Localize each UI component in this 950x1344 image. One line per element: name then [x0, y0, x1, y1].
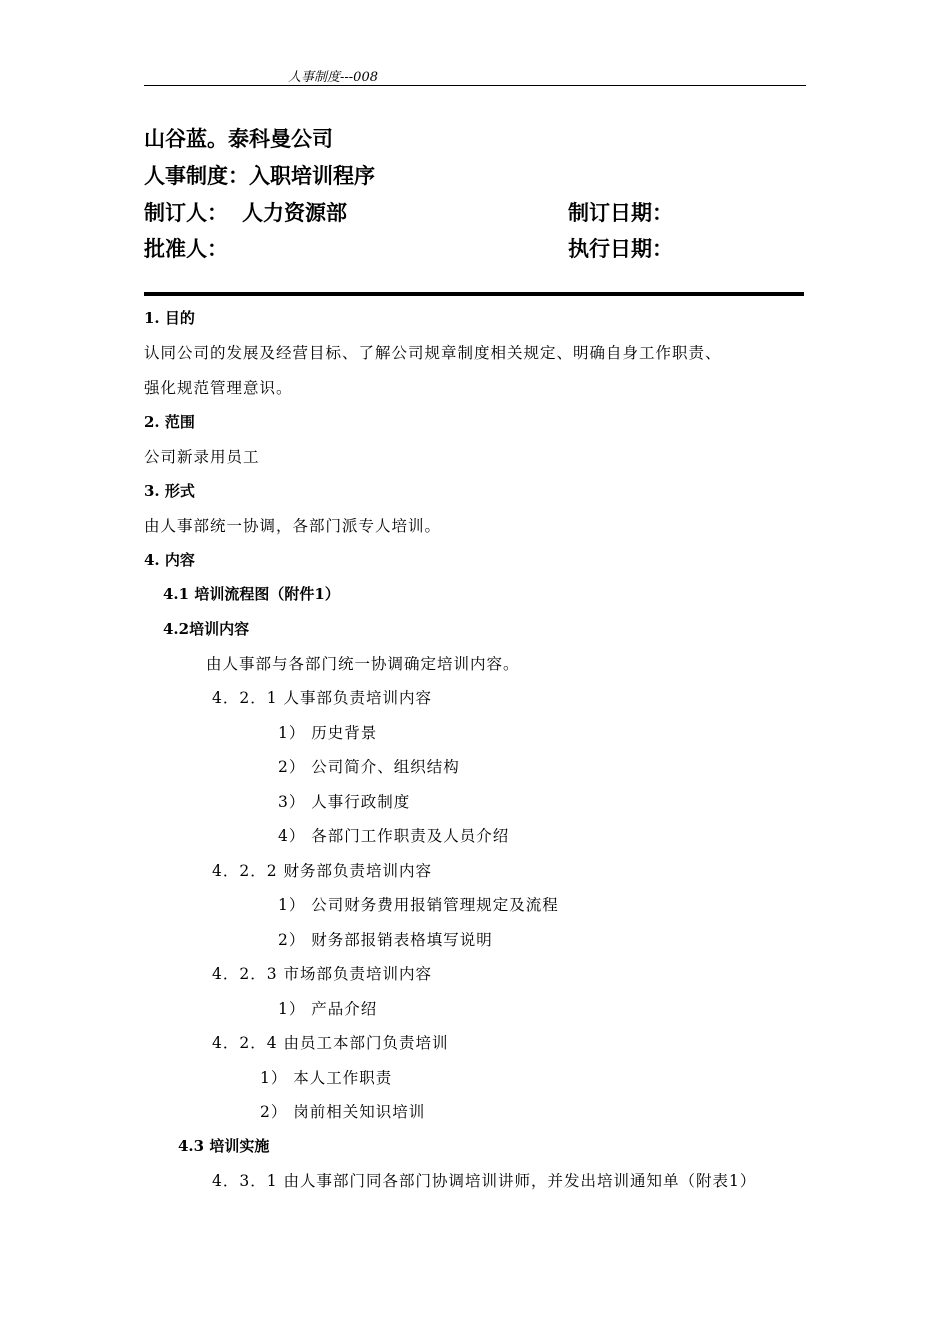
- page-header: 人事制度---008: [288, 70, 378, 85]
- section-4-2-1-title: 4．2．1 人事部负责培训内容: [212, 689, 433, 707]
- header-rule: [144, 85, 806, 86]
- section-4-2-2-title: 4．2．2 财务部负责培训内容: [212, 862, 433, 880]
- section-4-title: 4. 内容: [144, 551, 195, 569]
- date-label: 制订日期：: [568, 200, 673, 225]
- section-3-title: 3. 形式: [144, 482, 195, 500]
- approver-label: 批准人：: [144, 236, 228, 261]
- exec-date-label: 执行日期：: [568, 236, 673, 261]
- section-1-body-line1: 认同公司的发展及经营目标、了解公司规章制度相关规定、明确自身工作职责、: [144, 344, 722, 362]
- section-4-2-4-title: 4．2．4 由员工本部门负责培训: [212, 1034, 449, 1052]
- author-label: 制订人：: [144, 200, 228, 225]
- section-2-body: 公司新录用员工: [144, 448, 260, 466]
- author-value: 人力资源部: [242, 200, 347, 225]
- section-4-3-title: 4.3 培训实施: [178, 1137, 270, 1155]
- section-4-2-title: 4.2培训内容: [163, 620, 250, 638]
- section-2-title: 2. 范围: [144, 413, 195, 431]
- list-item: 1） 公司财务费用报销管理规定及流程: [278, 896, 559, 914]
- section-3-body: 由人事部统一协调，各部门派专人培训。: [144, 517, 442, 535]
- section-4-3-1-text: 4．3．1 由人事部门同各部门协调培训讲师，并发出培训通知单（附表1）: [212, 1172, 757, 1190]
- section-1-title: 1. 目的: [144, 309, 195, 327]
- list-item: 4） 各部门工作职责及人员介绍: [278, 827, 510, 845]
- list-item: 2） 岗前相关知识培训: [260, 1103, 426, 1121]
- section-4-2-3-title: 4．2．3 市场部负责培训内容: [212, 965, 433, 983]
- list-item: 1） 历史背景: [278, 724, 378, 742]
- list-item: 2） 财务部报销表格填写说明: [278, 931, 493, 949]
- list-item: 2） 公司简介、组织结构: [278, 758, 460, 776]
- company-name: 山谷蓝。泰科曼公司: [144, 126, 333, 151]
- section-4-2-body: 由人事部与各部门统一协调确定培训内容。: [206, 655, 520, 673]
- title-rule: [144, 292, 804, 296]
- section-4-1-title: 4.1 培训流程图（附件1）: [163, 585, 340, 603]
- list-item: 1） 产品介绍: [278, 1000, 378, 1018]
- list-item: 3） 人事行政制度: [278, 793, 411, 811]
- list-item: 1） 本人工作职责: [260, 1069, 393, 1087]
- section-1-body-line2: 强化规范管理意识。: [144, 379, 293, 397]
- policy-title: 人事制度：入职培训程序: [144, 163, 375, 188]
